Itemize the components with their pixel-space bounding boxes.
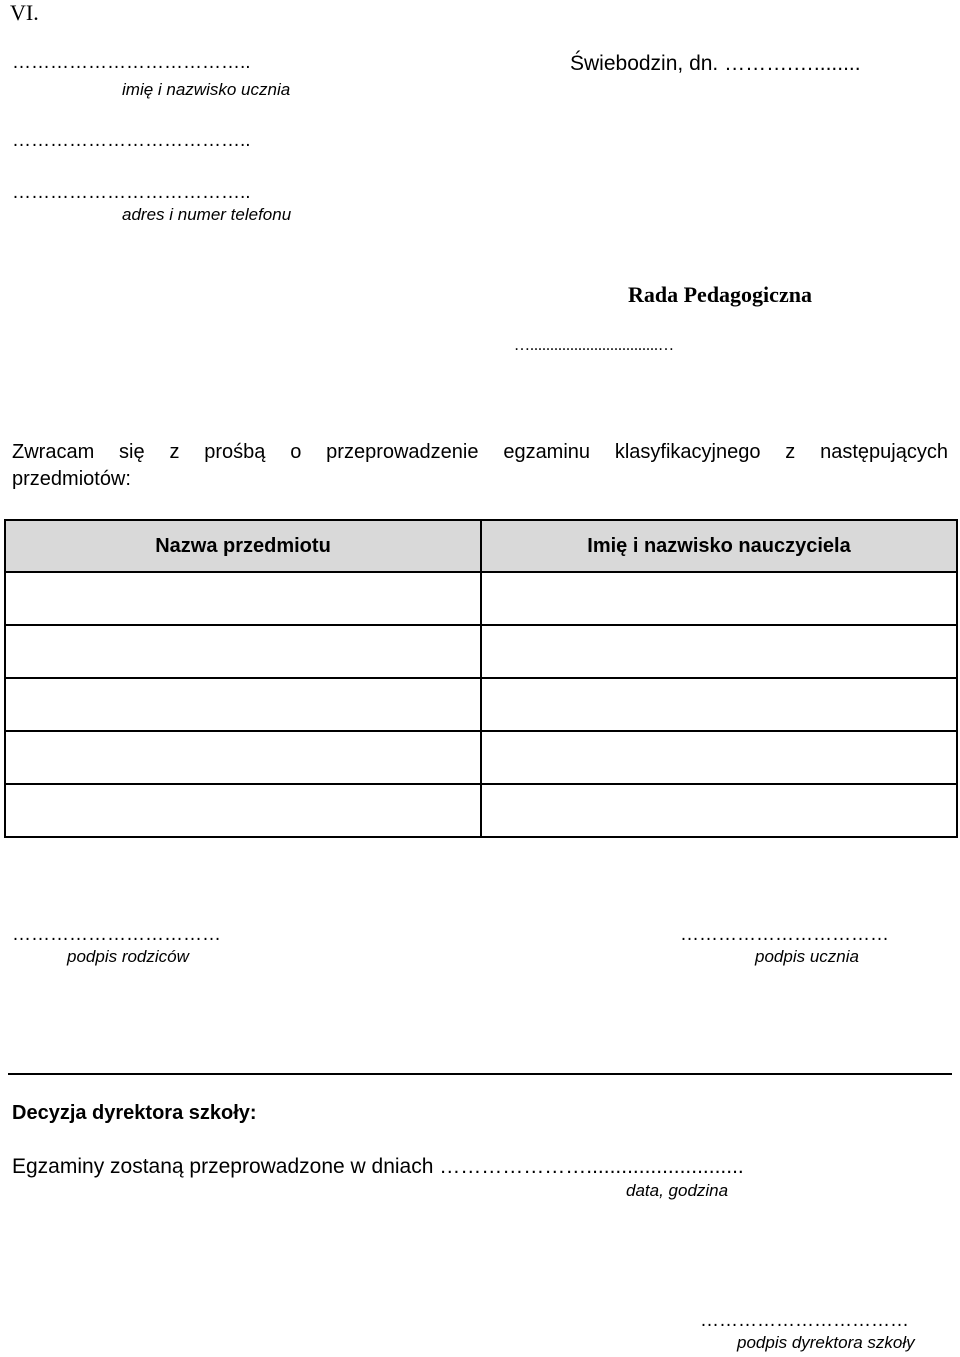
parents-signature-caption: podpis rodziców: [67, 947, 189, 966]
decision-title: Decyzja dyrektora szkoły:: [12, 1102, 257, 1124]
teacher-cell[interactable]: [481, 784, 957, 837]
subject-cell[interactable]: [5, 784, 481, 837]
recipient-dotted-line: …................................…: [514, 337, 674, 354]
recipient-title: Rada Pedagogiczna: [628, 282, 812, 307]
student-signature-dotted-line: ……………………………: [680, 924, 889, 945]
address-dotted-line-1: ………………………………..: [12, 130, 251, 151]
teacher-cell[interactable]: [481, 731, 957, 784]
subject-cell[interactable]: [5, 731, 481, 784]
request-text-line-1: Zwracam się z prośbą o przeprowadzenie egzaminu klasyfikacyjnego z następujących: [12, 441, 948, 463]
director-signature-dotted-line: ……………………………: [700, 1310, 909, 1331]
subjects-table: [4, 519, 958, 838]
table-row: [5, 731, 957, 784]
address-dotted-line-2: ………………………………..: [12, 182, 251, 203]
subject-cell[interactable]: [5, 625, 481, 678]
section-divider: [8, 1073, 952, 1075]
table-row: [5, 625, 957, 678]
date-time-caption: data, godzina: [626, 1181, 729, 1200]
teacher-cell[interactable]: [481, 572, 957, 625]
address-caption: adres i numer telefonu: [122, 205, 292, 224]
subject-cell[interactable]: [5, 572, 481, 625]
director-signature-caption: podpis dyrektora szkoły: [737, 1333, 915, 1352]
exam-dates-line: Egzaminy zostaną przeprowadzone w dniach …………………...........................: [12, 1155, 744, 1178]
student-signature-caption: podpis ucznia: [755, 947, 859, 966]
table-row: [5, 572, 957, 625]
request-text-line-2: przedmiotów:: [12, 468, 131, 490]
teacher-cell[interactable]: [481, 678, 957, 731]
table-header-row: [5, 520, 957, 572]
column-header-subject: Nazwa przedmiotu: [5, 520, 481, 572]
teacher-cell[interactable]: [481, 625, 957, 678]
student-name-dotted-line: ………………………………..: [12, 52, 251, 73]
parents-signature-dotted-line: ……………………………: [12, 924, 221, 945]
column-header-teacher: Imię i nazwisko nauczyciela: [481, 520, 957, 572]
table-row: [5, 784, 957, 837]
section-number: VI.: [10, 0, 39, 25]
table-row: [5, 678, 957, 731]
subject-cell[interactable]: [5, 678, 481, 731]
student-name-caption: imię i nazwisko ucznia: [122, 80, 291, 99]
city-date-line: Świebodzin, dn. ……….…........: [570, 52, 861, 75]
